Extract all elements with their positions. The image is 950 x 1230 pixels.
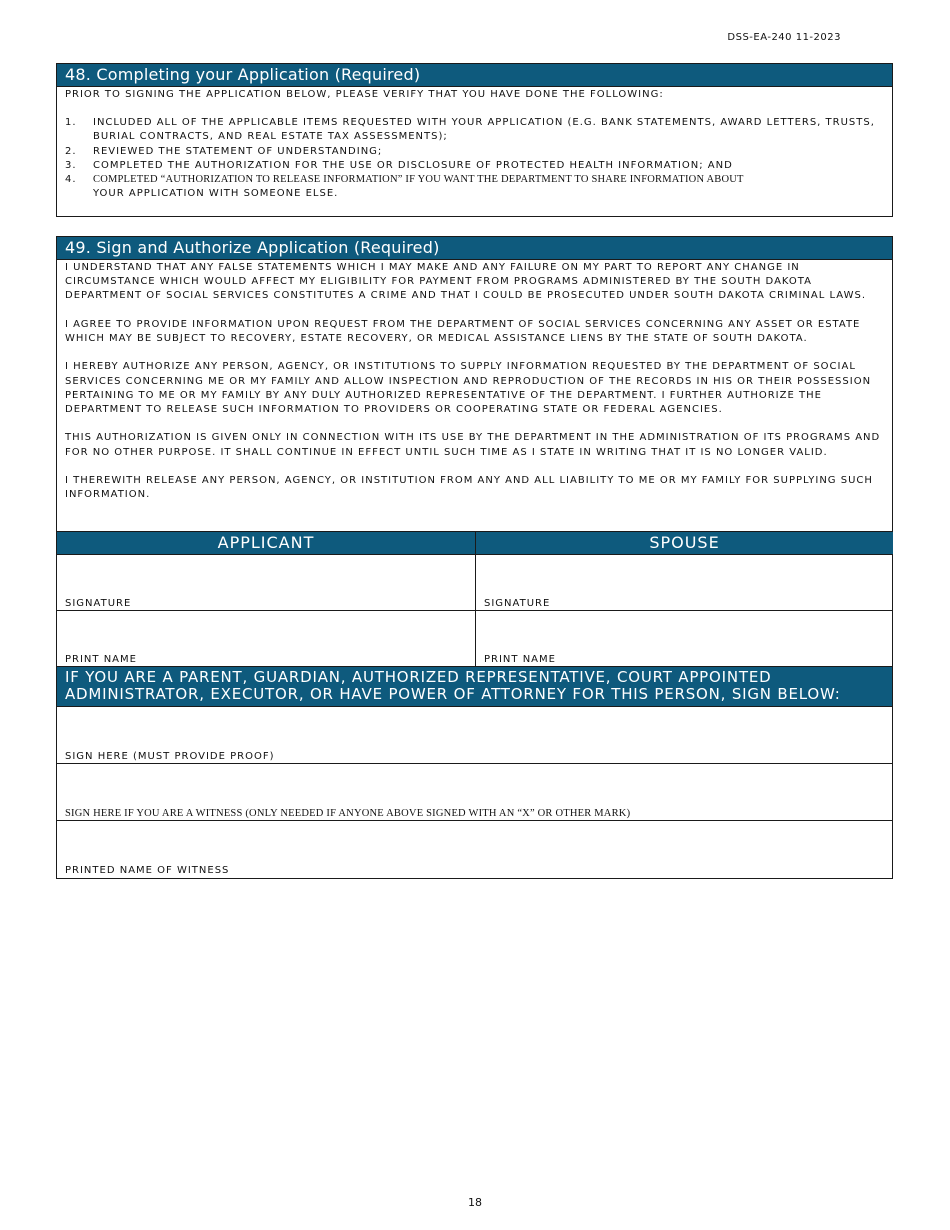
spouse-signature-field[interactable]: [476, 555, 892, 610]
representative-header: IF YOU ARE A PARENT, GUARDIAN, AUTHORIZED REPRESENTATIVE, COURT APPOINTED ADMINISTRATOR, EXECUTOR, OR HAVE POWER OF ATTORNEY FOR THIS PERSON, SIGN BELOW:: [57, 667, 892, 707]
form-number: DSS-EA-240 11-2023: [727, 32, 841, 43]
applicant-column-header: APPLICANT: [57, 532, 476, 554]
spouse-print-name-field[interactable]: [476, 611, 892, 666]
witness-name-label: PRINTED NAME OF WITNESS: [65, 865, 230, 876]
section-49-title: 49. Sign and Authorize Application (Required): [57, 237, 892, 260]
spouse-signature-label: SIGNATURE: [484, 598, 551, 609]
authorization-paragraph: THIS AUTHORIZATION IS GIVEN ONLY IN CONNECTION WITH ITS USE BY THE DEPARTMENT IN THE ADMINISTRATION OF ITS PROGRAMS AND FOR NO OTHER PURPOSE. IT SHALL CONTINUE IN EFFECT UNTIL SUCH TIME AS I STATE IN WRITING THAT IT IS NO LONGER VALID.: [65, 432, 881, 458]
signature-columns-header: [57, 532, 892, 555]
page-number: 18: [468, 1196, 482, 1209]
section-49-sign-authorize: [56, 236, 893, 879]
authorization-paragraph: I AGREE TO PROVIDE INFORMATION UPON REQUEST FROM THE DEPARTMENT OF SOCIAL SERVICES CONCERNING ANY ASSET OR ESTATE WHICH MAY BE SUBJECT TO RECOVERY, ESTATE RECOVERY, OR MEDICAL ASSISTANCE LIENS BY THE STATE OF SOUTH DAKOTA.: [65, 318, 861, 344]
applicant-print-name-field[interactable]: [57, 611, 476, 666]
authorization-paragraph: I HEREBY AUTHORIZE ANY PERSON, AGENCY, OR INSTITUTIONS TO SUPPLY INFORMATION REQUESTED BY THE DEPARTMENT OF SOCIAL SERVICES CONCERNING ME OR MY FAMILY AND ALLOW INSPECTION AND REPRODUCTION OF THE RECORDS IN HIS OR THEIR POSSESSION PERTAINING TO ME OR MY FAMILY BY ANY DULY AUTHORIZED REPRESENTATIVE OF THE DEPARTMENT. I FURTHER AUTHORIZE THE DEPARTMENT TO RELEASE SUCH INFORMATION TO PROVIDERS OR COOPERATING STATE OR FEDERAL AGENCIES.: [65, 361, 872, 415]
print-name-row: [57, 611, 892, 667]
section-48-title: 48. Completing your Application (Required): [57, 64, 892, 87]
witness-signature-label: SIGN HERE IF YOU ARE A WITNESS (ONLY NEEDED IF ANYONE ABOVE SIGNED WITH AN “X” OR OTHER MARK): [65, 808, 631, 819]
spouse-print-name-label: PRINT NAME: [484, 654, 556, 665]
checklist-item: 4. COMPLETED “AUTHORIZATION TO RELEASE INFORMATION” IF YOU WANT THE DEPARTMENT TO SHARE INFORMATION ABOUT YOUR APPLICATION WITH SOMEONE ELSE.: [65, 174, 744, 200]
section-48-completing-application: [56, 63, 893, 217]
section-48-intro: PRIOR TO SIGNING THE APPLICATION BELOW, PLEASE VERIFY THAT YOU HAVE DONE THE FOLLOWING:: [65, 89, 664, 100]
checklist: [65, 116, 884, 201]
witness-signature-field[interactable]: [57, 764, 892, 821]
applicant-signature-field[interactable]: [57, 555, 476, 610]
witness-name-field[interactable]: [57, 821, 892, 877]
checklist-item: 1. INCLUDED ALL OF THE APPLICABLE ITEMS REQUESTED WITH YOUR APPLICATION (E.G. BANK STATEMENTS, AWARD LETTERS, TRUSTS, BURIAL CONTRACTS, AND REAL ESTATE TAX ASSESSMENTS);: [65, 117, 875, 143]
representative-signature-label: SIGN HERE (MUST PROVIDE PROOF): [65, 751, 275, 762]
applicant-print-name-label: PRINT NAME: [65, 654, 137, 665]
representative-signature-field[interactable]: [57, 707, 892, 764]
authorization-paragraph: I UNDERSTAND THAT ANY FALSE STATEMENTS WHICH I MAY MAKE AND ANY FAILURE ON MY PART TO REPORT ANY CHANGE IN CIRCUMSTANCE WHICH WOULD AFFECT MY ELIGIBILITY FOR PAYMENT FROM PROGRAMS ADMINISTERED BY THE SOUTH DAKOTA DEPARTMENT OF SOCIAL SERVICES CONSTITUTES A CRIME AND THAT I COULD BE PROSECUTED UNDER SOUTH DAKOTA CRIMINAL LAWS.: [65, 262, 867, 302]
applicant-signature-label: SIGNATURE: [65, 598, 132, 609]
authorization-text: [57, 260, 892, 532]
signature-row: [57, 555, 892, 611]
checklist-item: 3. COMPLETED THE AUTHORIZATION FOR THE USE OR DISCLOSURE OF PROTECTED HEALTH INFORMATION; AND: [65, 159, 733, 171]
checklist-item: 2. REVIEWED THE STATEMENT OF UNDERSTANDING;: [65, 145, 383, 157]
spouse-column-header: SPOUSE: [476, 532, 893, 554]
authorization-paragraph: I THEREWITH RELEASE ANY PERSON, AGENCY, OR INSTITUTION FROM ANY AND ALL LIABILITY TO ME OR MY FAMILY FOR SUPPLYING SUCH INFORMATION.: [65, 474, 873, 501]
